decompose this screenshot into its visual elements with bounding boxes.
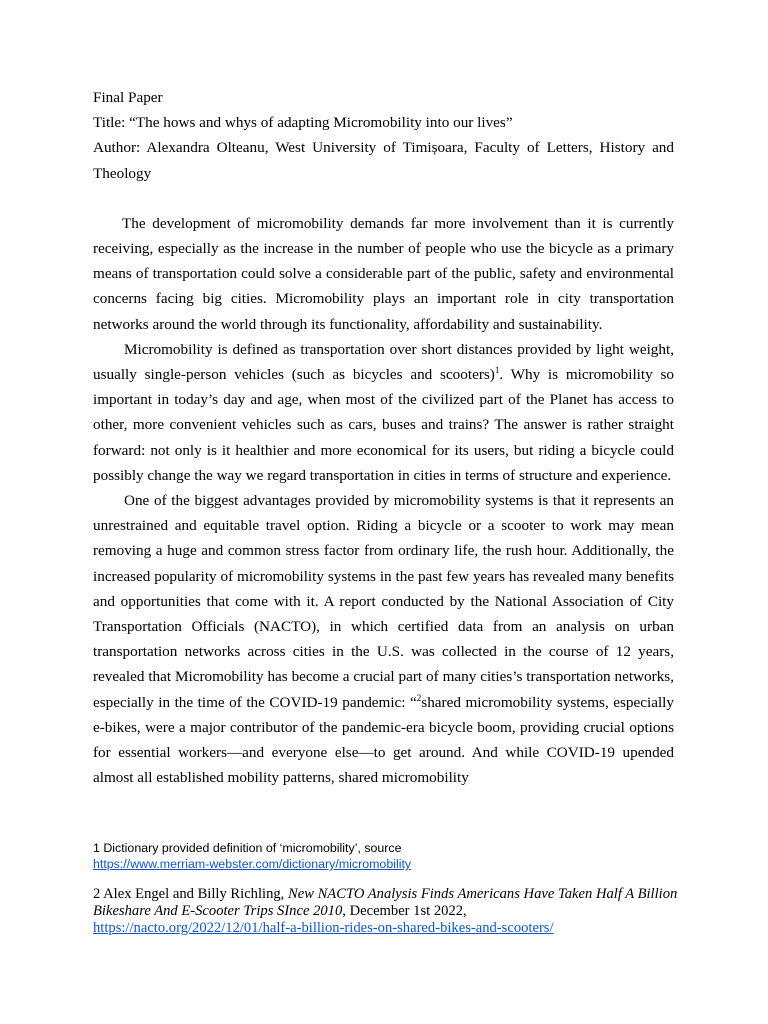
paper-title: Title: “The hows and whys of adapting Micromobility into our lives” <box>93 114 513 132</box>
footnote-2-link[interactable]: https://nacto.org/2022/12/01/half-a-billion-rides-on-shared-bikes-and-scooters/ <box>93 920 554 936</box>
footnote-2-prefix: 2 Alex Engel and Billy Richling, <box>93 886 288 902</box>
paper-author: Author: Alexandra Olteanu, West University of Timișoara, Faculty of Letters, History and Theology <box>93 139 674 182</box>
paragraph-3-text-a: One of the biggest advantages provided by micromobility systems is that it represents an unrestrained and equitable travel option. Riding a bicycle or a scooter to work may mean removing a huge and common stress factor from ordinary life, the rush hour. Additionally, the increased popularity of micromobility systems in the past few years has revealed many benefits and opportunities that come with it. A report conducted by the National Association of City Transportation Officials (NACTO), in which certified data from an analysis on urban transportation networks across cities in the U.S. was collected in the course of 12 years, revealed that Micromobility has become a crucial part of many cities’s transportation networks, especially in the time of the COVID-19 pandemic: “ <box>93 492 674 711</box>
paragraph-3-text-b: shared micromobility systems, especially e-bikes, were a major contributor of the pandemic-era bicycle boom, providing crucial options for essential workers—and everyone else—to get around. And while COVID-19 upended almost all established mobility patterns, shared micromobility <box>93 693 674 787</box>
footnotes <box>93 840 693 937</box>
paragraph-2-text-b: . Why is micromobility so important in today’s day and age, when most of the civilized part of the Planet has access to other, more convenient vehicles such as cars, buses and trains? The answer is rather straight forward: not only is it healthier and more economical for its users, but riding a bicycle could possibly change the way we regard transportation in cities in terms of structure and experience. <box>93 366 674 484</box>
footnote-2 <box>93 886 693 937</box>
footnote-ref-2[interactable]: 2 <box>416 692 422 703</box>
footnote-1-text: 1 Dictionary provided definition of ‘micromobility’, source <box>93 841 402 855</box>
paragraph-2-text-a: Micromobility is defined as transportation over short distances provided by light weight, usually single-person vehicles (such as bicycles and scooters) <box>93 340 674 384</box>
footnote-2-title: New NACTO Analysis Finds Americans Have Taken Half A Billion Bikeshare And E-Scooter Trips SInce 2010 <box>93 886 678 919</box>
paragraph-2 <box>93 337 674 488</box>
footnote-ref-1[interactable]: 1 <box>494 364 500 375</box>
footnote-1 <box>93 840 693 872</box>
document-body <box>93 85 674 790</box>
paragraph-1: The development of micromobility demands far more involvement than it is currently receiving, especially as the increase in the number of people who use the bicycle as a primary means of transportation could solve a considerable part of the public, safety and environmental concerns facing big cities. Micromobility plays an important role in city transportation networks around the world through its functionality, affordability and sustainability. <box>93 214 674 333</box>
footnote-1-link[interactable]: https://www.merriam-webster.com/dictionary/micromobility <box>93 857 412 871</box>
paragraph-3 <box>93 488 674 790</box>
header-spacer <box>93 186 674 211</box>
footnote-2-date: , December 1st 2022, <box>342 903 467 919</box>
paper-label: Final Paper <box>93 89 163 106</box>
